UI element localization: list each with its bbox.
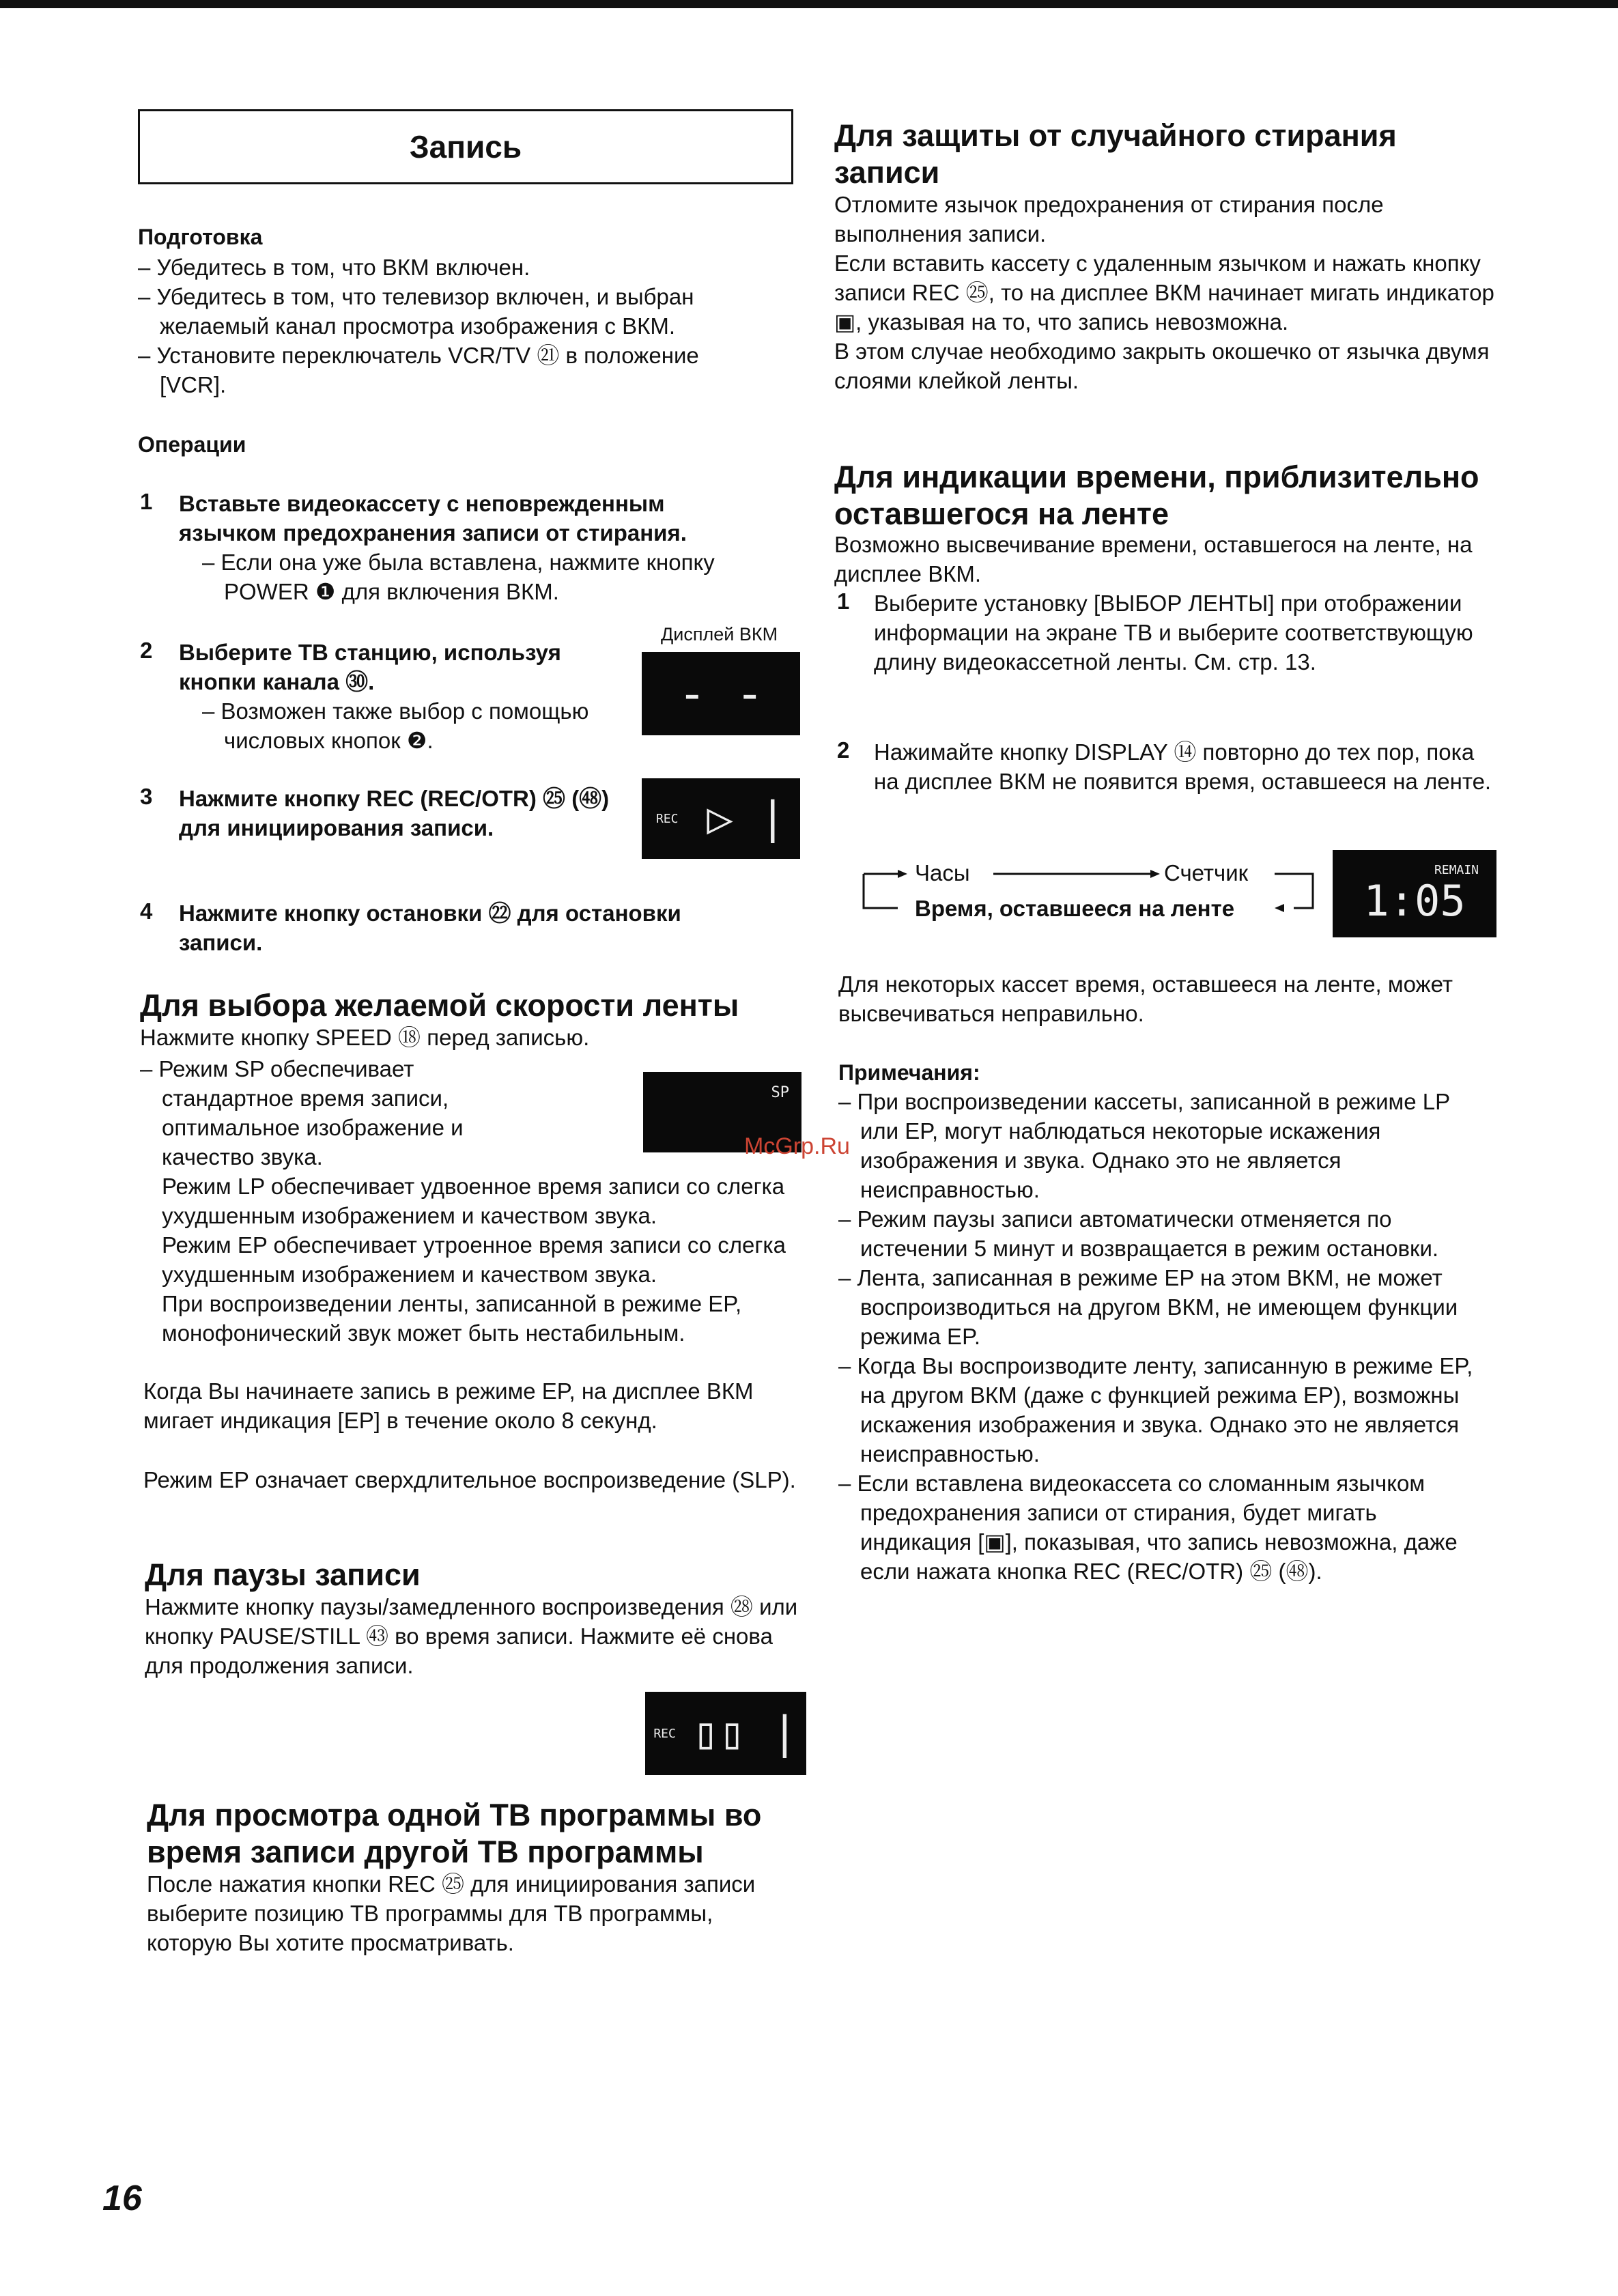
flow-remain: Время, оставшееся на ленте <box>915 896 1235 921</box>
prep-item: – Установите переключатель VCR/TV ㉑ в положение [VCR]. <box>138 343 699 397</box>
ops-heading: Операции <box>138 432 246 457</box>
speed-sp <box>140 1054 522 1172</box>
speed-ep-text: Режим EP обеспечивает утроенное время записи со слегка ухудшенным изображением и качеством звука. <box>162 1232 786 1287</box>
step-number: 1 <box>837 589 850 614</box>
step-1-text: – Если она уже была вставлена, нажмите кнопку POWER ❶ для включения ВКМ. <box>202 550 715 604</box>
top-border <box>0 0 1618 8</box>
speed-ep-warning: При воспроизведении ленты, записанной в режиме EP, монофонический звук может быть нестабильным. <box>162 1291 742 1346</box>
page-title: Запись <box>138 109 793 184</box>
rec-indicator: REC <box>655 811 679 826</box>
pause-heading: Для паузы записи <box>145 1557 421 1592</box>
arrow-icon <box>898 870 907 878</box>
remain-value: 1:05 <box>1363 875 1466 926</box>
prep-item: – Убедитесь в том, что ВКМ включен. <box>138 255 530 280</box>
step-3-title: Нажмите кнопку REC (REC/OTR) ㉕ (㊽) для инициирования записи. <box>179 786 610 840</box>
protect-text: В этом случае необходимо закрыть окошечко от язычка двумя слоями клейкой ленты. <box>834 339 1490 393</box>
protect-heading: Для защиты от случайного стирания записи <box>834 118 1397 190</box>
sp-indicator: SP <box>771 1084 789 1101</box>
note-item: – Лента, записанная в режиме EP на этом ВКМ, не может воспроизводиться на другом ВКМ, не имеющем функции режима EP. <box>838 1265 1458 1349</box>
speed-modes <box>162 1172 817 1348</box>
speed-note-2: Режим EP означает сверхдлительное воспроизведение (SLP). <box>143 1467 796 1492</box>
vcr-display-pause <box>645 1692 806 1775</box>
rec-pause-indicator: REC <box>653 1726 676 1741</box>
remain-label: REMAIN <box>1434 862 1479 877</box>
prep-list <box>138 253 766 399</box>
speed-note-1: Когда Вы начинаете запись в режиме EP, на дисплее ВКМ мигает индикация [EP] в течение около 8 секунд. <box>143 1378 754 1433</box>
time-note: Для некоторых кассет время, оставшееся на ленте, может высвечиваться неправильно. <box>838 972 1453 1026</box>
note-item: – При воспроизведении кассеты, записанной в режиме LP или EP, могут наблюдаться некоторые искажения изображения и звука. Однако это не является неисправностью. <box>838 1089 1450 1202</box>
step-number: 4 <box>140 898 153 924</box>
protect-text: Отломите язычок предохранения от стирания после выполнения записи. <box>834 192 1384 246</box>
protect-text: Если вставить кассету с удаленным язычком и нажать кнопку записи REC ㉕, то на дисплее ВКМ начинает мигать индикатор ▣, указывая на то, что запись невозможна. <box>834 251 1494 335</box>
arrow-icon <box>1275 904 1284 912</box>
step-number: 1 <box>140 489 153 514</box>
note-item: – Когда Вы воспроизводите ленту, записанную в режиме EP, на другом ВКМ (даже с функцией режима EP), возможны искажения изображения и звука. Однако это не является неисправностью. <box>838 1353 1473 1466</box>
prep-heading: Подготовка <box>138 225 263 249</box>
speed-sp-text: – Режим SP обеспечивает стандартное время записи, оптимальное изображение и качество звука. <box>140 1056 464 1170</box>
page-number: 16 <box>102 2179 142 2218</box>
step-2 <box>179 638 616 755</box>
step-1 <box>179 489 752 606</box>
pause-text: Нажмите кнопку паузы/замедленного воспроизведения ㉘ или кнопку PAUSE/STILL ㊸ во время записи. Нажмите её снова для продолжения записи. <box>145 1594 798 1678</box>
protect-body <box>834 190 1503 395</box>
vcr-display-remain <box>1333 850 1496 937</box>
note-item: – Режим паузы записи автоматически отменяется по истечении 5 минут и возвращается в режим остановки. <box>838 1206 1439 1261</box>
display-caption: Дисплей ВКМ <box>661 624 778 644</box>
time-intro: Возможно высвечивание времени, оставшегося на ленте, на дисплее ВКМ. <box>834 532 1473 586</box>
step-1-title: Вставьте видеокассету с неповрежденным язычком предохранения записи от стирания. <box>179 491 687 545</box>
step-number: 2 <box>140 638 153 663</box>
step-number: 3 <box>140 784 153 809</box>
notes-heading: Примечания: <box>838 1060 980 1085</box>
flow-counter: Счетчик <box>1164 860 1249 885</box>
step-number: 2 <box>837 737 850 763</box>
step-2-title: Выберите ТВ станцию, используя кнопки канала ㉚. <box>179 640 561 694</box>
notes-list <box>838 1087 1494 1586</box>
time-step-1: Выберите установку [ВЫБОР ЛЕНТЫ] при отображении информации на экране ТВ и выберите соответствующую длину видеокассетной ленты. См. стр. 13. <box>874 591 1473 675</box>
step-4-title: Нажмите кнопку остановки ㉒ для остановки записи. <box>179 901 681 955</box>
arrow-icon <box>1150 870 1160 878</box>
speed-heading: Для выбора желаемой скорости ленты <box>140 988 739 1023</box>
time-step-2: Нажимайте кнопку DISPLAY ⑭ повторно до тех пор, пока на дисплее ВКМ не появится время, оставшееся на ленте. <box>874 739 1492 794</box>
time-heading: Для индикации времени, приблизительно оставшегося на ленте <box>834 459 1479 531</box>
vcr-display-channel <box>642 652 800 735</box>
play-arrow-icon: ▷ | <box>707 793 786 844</box>
note-item: – Если вставлена видеокассета со сломанным язычком предохранения записи от стирания, будет мигать индикация [▣], показывая, что запись невозможна, даже если нажата кнопка REC (REC/OTR) ㉕ (㊽). <box>838 1471 1458 1584</box>
speed-intro: Нажмите кнопку SPEED ⑱ перед записью. <box>140 1025 590 1050</box>
watch-heading: Для просмотра одной ТВ программы во время записи другой ТВ программы <box>147 1798 762 1869</box>
step-2-text: – Возможен также выбор с помощью числовых кнопок ❷. <box>202 698 589 753</box>
channel-digits-icon: - - <box>677 666 765 722</box>
prep-item: – Убедитесь в том, что телевизор включен, и выбран желаемый канал просмотра изображения с ВКМ. <box>138 284 694 339</box>
watch-text: После нажатия кнопки REC ㉕ для инициирования записи выберите позицию ТВ программы для ТВ программы, которую Вы хотите просматривать. <box>147 1871 756 1955</box>
speed-lp-text: Режим LP обеспечивает удвоенное время записи со слегка ухудшенным изображением и качеством звука. <box>162 1174 785 1228</box>
vcr-display-rec <box>642 778 800 859</box>
watermark: McGrp.Ru <box>744 1133 850 1159</box>
flow-clock: Часы <box>915 860 970 885</box>
pause-bars-icon: ▯▯ | <box>692 1708 798 1759</box>
